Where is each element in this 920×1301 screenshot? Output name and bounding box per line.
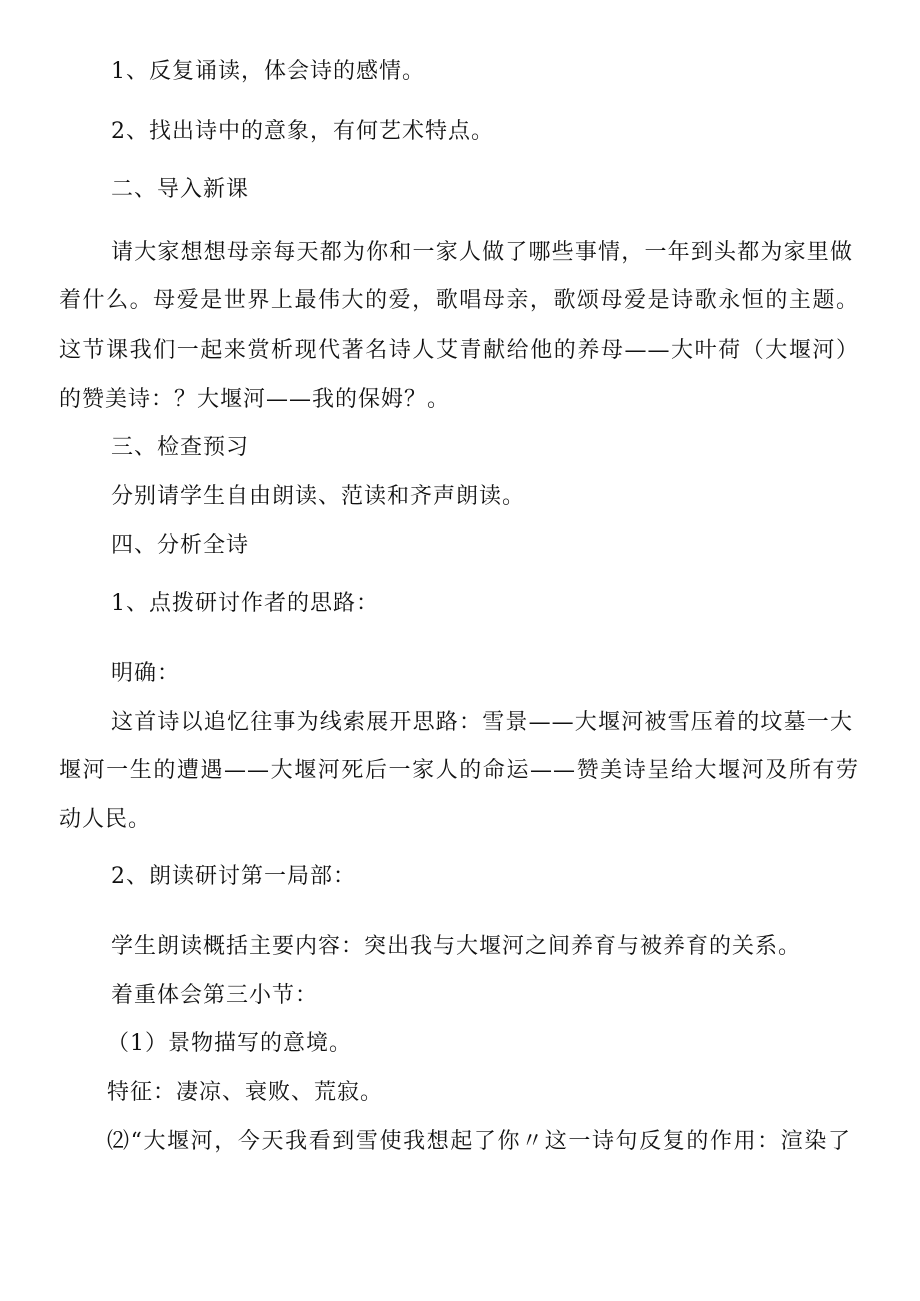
objective-1: 1、反复诵读，体会诗的感情。 bbox=[111, 59, 425, 84]
preview-text: 分别请学生自由朗读、范读和齐声朗读。 bbox=[111, 484, 526, 509]
analysis-point-2: 2、朗读研讨第一局部： bbox=[111, 864, 356, 889]
sub-point-2: ⑵“大堰河，今天我看到雪使我想起了你〃这一诗句反复的作用：渲染了 bbox=[107, 1129, 851, 1154]
intro-line-4: 的赞美诗：？大堰河——我的保姆？。 bbox=[59, 387, 451, 412]
objective-2: 2、找出诗中的意象，有何艺术特点。 bbox=[111, 119, 494, 144]
structure-line-2: 堰河一生的遭遇——大堰河死后一家人的命运——赞美诗呈给大堰河及所有劳 bbox=[59, 758, 859, 783]
intro-line-2: 着什么。母爱是世界上最伟大的爱，歌唱母亲，歌颂母爱是诗歌永恒的主题。 bbox=[59, 288, 859, 313]
summary-text: 学生朗读概括主要内容：突出我与大堰河之间养育与被养育的关系。 bbox=[111, 934, 802, 959]
sub-point-1: （1）景物描写的意境。 bbox=[107, 1031, 352, 1056]
intro-line-1: 请大家想想母亲每天都为你和一家人做了哪些事情，一年到头都为家里做 bbox=[111, 240, 853, 265]
clarify-label: 明确： bbox=[111, 661, 181, 686]
structure-line-1: 这首诗以追忆往事为线索展开思路：雪景——大堰河被雪压着的坟墓一大 bbox=[111, 710, 853, 735]
analysis-point-1: 1、点拨研讨作者的思路： bbox=[111, 591, 379, 616]
section-heading-3: 三、检查预习 bbox=[111, 435, 250, 460]
features-text: 特征：凄凉、衰败、荒寂。 bbox=[107, 1080, 384, 1105]
intro-line-3: 这节课我们一起来赏析现代著名诗人艾青献给他的养母——大叶荷（大堰河） bbox=[59, 338, 859, 363]
section-heading-4: 四、分析全诗 bbox=[111, 533, 250, 558]
structure-line-3: 动人民。 bbox=[59, 807, 152, 832]
focus-text: 着重体会第三小节： bbox=[111, 983, 319, 1008]
section-heading-2: 二、导入新课 bbox=[111, 177, 250, 202]
